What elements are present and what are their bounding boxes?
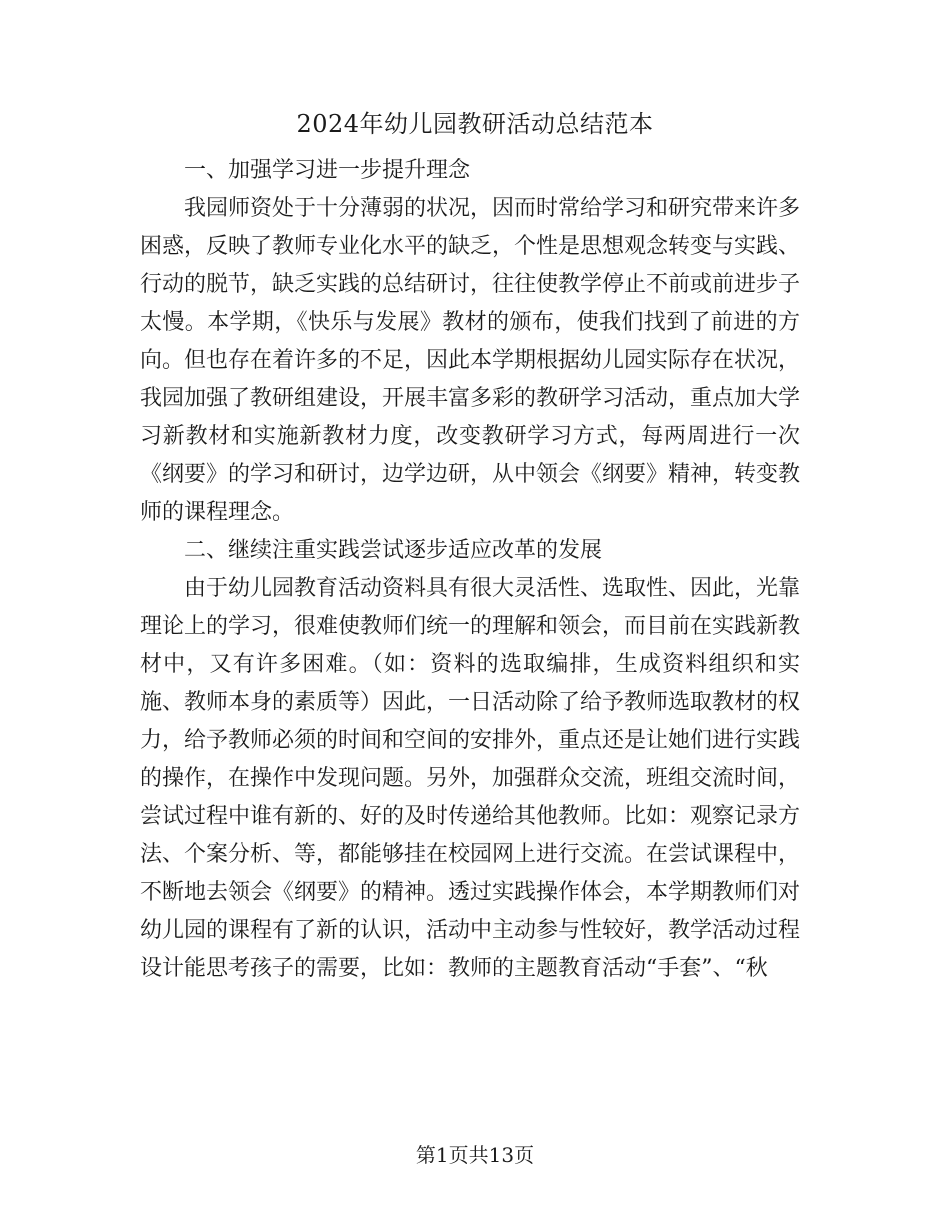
section-heading-2: 二、继续注重实践尝试逐步适应改革的发展 <box>184 538 603 563</box>
page-number: 第1页共13页 <box>415 1143 535 1167</box>
paragraph-1: 我园师资处于十分薄弱的状况，因而时常给学习和研究带来许多困惑，反映了教师专业化水平的缺乏，个性是思想观念转变与实践、行动的脱节，缺乏实践的总结研讨，往往使教学停止不前或前进步子太慢。本学期，《快乐与发展》教材的颁布，使我们找到了前进的方向。但也存在着许多的不足，因此本学期根据幼儿园实际存在状况，我园加强了教研组建设，开展丰富多彩的教研学习活动，重点加大学习新教材和实施新教材力度，改变教研学习方式，每两周进行一次《纲要》的学习和研讨，边学边研，从中领会《纲要》精神，转变教师的课程理念。 <box>140 196 801 525</box>
document-title: 2024年幼儿园教研活动总结范本 <box>296 110 654 138</box>
paragraph-2: 由于幼儿园教育活动资料具有很大灵活性、选取性、因此，光靠理论上的学习，很难使教师们统一的理解和领会，而目前在实践新教材中，又有许多困难。（如：资料的选取编排，生成资料组织和实施、教师本身的素质等）因此，一日活动除了给予教师选取教材的权力，给予教师必须的时间和空间的安排外，重点还是让她们进行实践的操作，在操作中发现问题。另外，加强群众交流，班组交流时间，尝试过程中谁有新的、好的及时传递给其他教师。比如：观察记录方法、个案分析、等，都能够挂在校园网上进行交流。在尝试课程中，不断地去领会《纲要》的精神。透过实践操作体会，本学期教师们对幼儿园的课程有了新的认识，活动中主动参与性较好，教学活动过程设计能思考孩子的需要，比如：教师的主题教育活动“手套”、“秋 <box>140 576 801 981</box>
document-body <box>140 152 800 988</box>
section-heading-1: 一、加强学习进一步提升理念 <box>184 158 471 183</box>
